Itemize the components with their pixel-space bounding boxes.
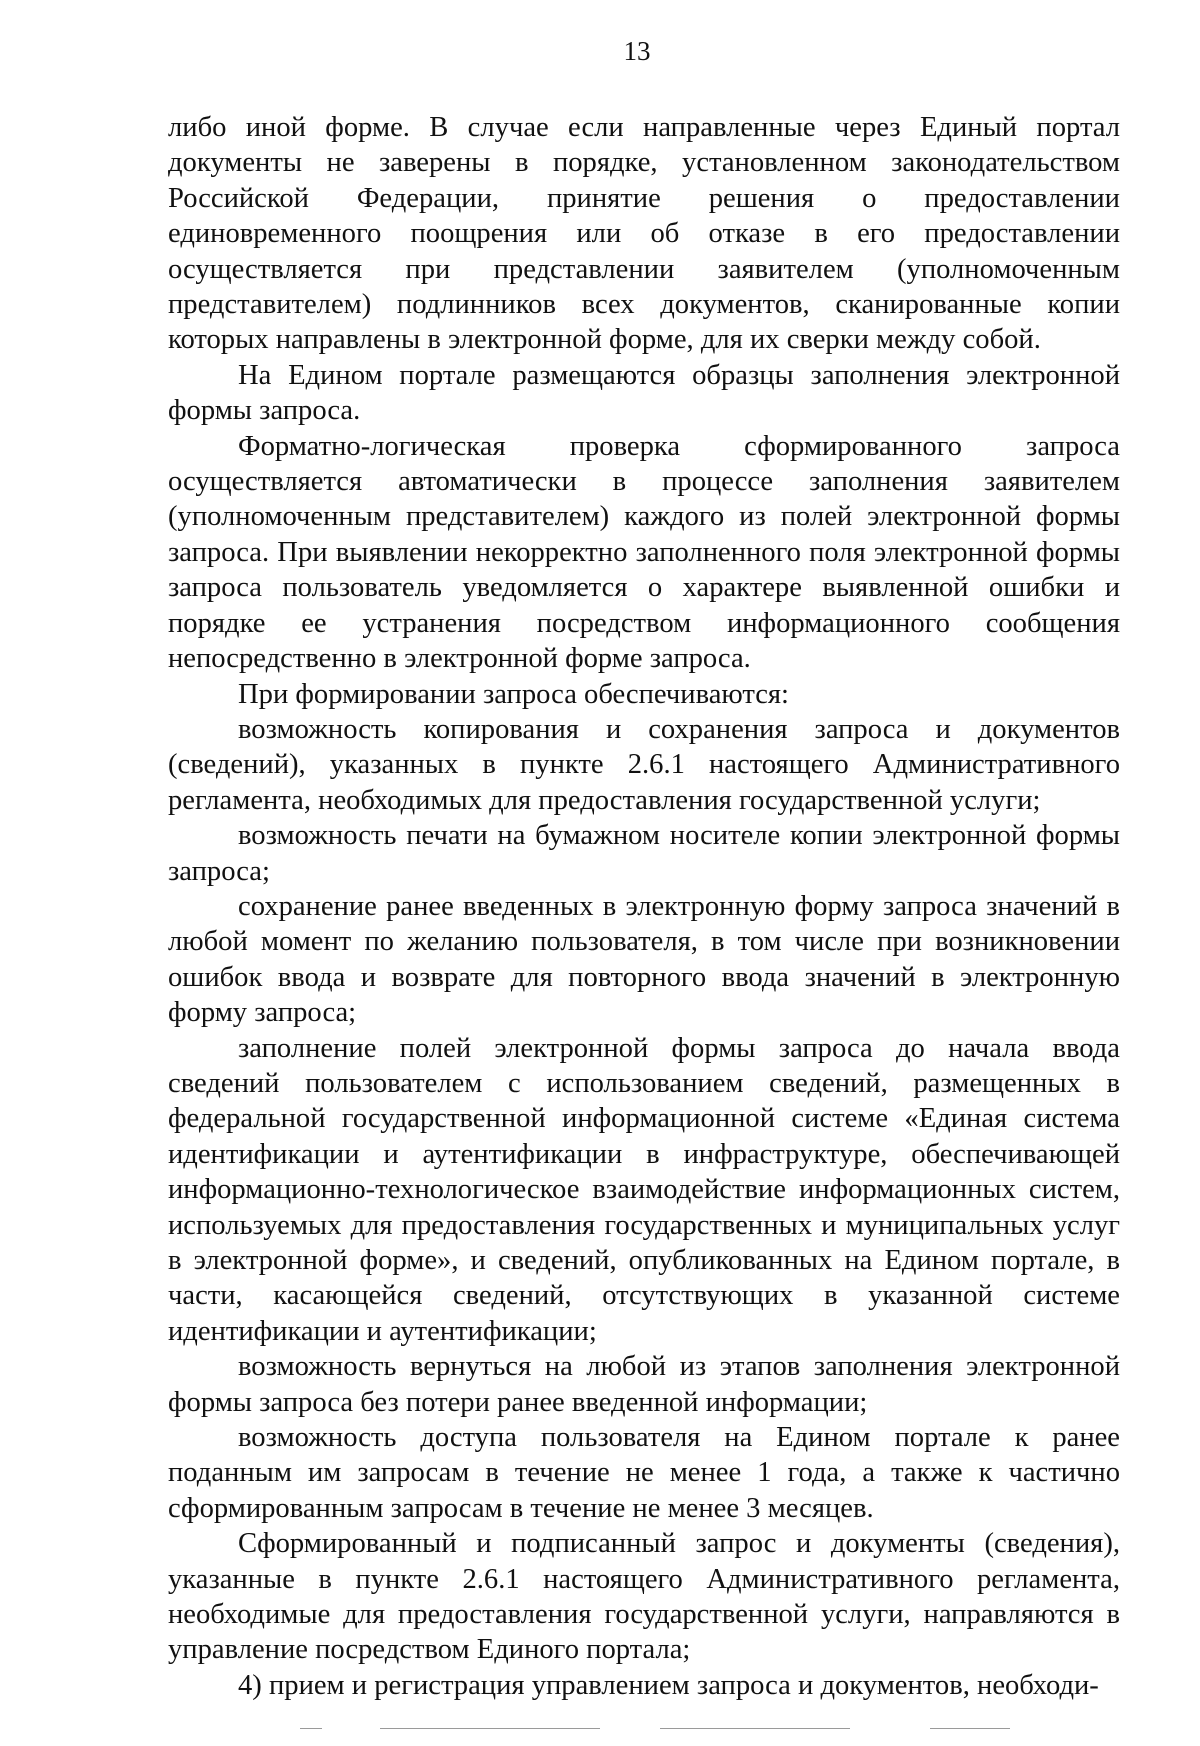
paragraph: На Едином портале размещаются образцы заполнения электронной формы запроса.	[168, 359, 1120, 427]
list-item: возможность печати на бумажном носителе копии электронной формы запроса;	[168, 820, 1120, 887]
list-item: возможность вернуться на любой из этапов заполнения электронной формы запроса без потери ранее введенной информации;	[168, 1351, 1120, 1418]
list-item: сохранение ранее введенных в электронную форму запроса значений в любой момент по желанию пользователя, в том числе при возникновении ошибок ввода и возврате для повторного ввода значений в электронную форму запроса;	[168, 890, 1120, 1029]
page-number: 13	[623, 36, 651, 66]
paragraph: Форматно-логическая проверка сформированного запроса осуществляется автоматически в процессе заполнения заявителем (уполномоченным представителем) каждого из полей электронной формы запроса. При выявлении некорректно заполненного поля электронной формы запроса пользователь уведомляется о характере выявленной ошибки и порядке ее устранения посредством информационного сообщения непосредственно в электронной форме запроса.	[168, 430, 1120, 675]
list-item: возможность доступа пользователя на Едином портале к ранее поданным им запросам в течение не менее 1 года, а также к частично сформированным запросам в течение не менее 3 месяцев.	[168, 1422, 1120, 1524]
paragraph: 4) прием и регистрация управлением запроса и документов, необходи-	[238, 1669, 1099, 1701]
paragraph: Сформированный и подписанный запрос и документы (сведения), указанные в пункте 2.6.1 настоящего Административного регламента, необходимые для предоставления государственной услуги, направляются в управление посредством Единого портала;	[168, 1528, 1120, 1666]
list-item: возможность копирования и сохранения запроса и документов (сведений), указанных в пункте 2.6.1 настоящего Административного регламента, необходимых для предоставления государственной услуги;	[168, 713, 1120, 816]
scan-artifact-lines	[0, 1728, 1200, 1734]
list-item: заполнение полей электронной формы запроса до начала ввода сведений пользователем с использованием сведений, размещенных в федеральной государственной информационной системе «Единая система идентификации и аутентификации в инфраструктуре, обеспечивающей информационно-технологическое взаимодействие информационных систем, используемых для предоставления государственных и муниципальных услуг в электронной форме», и сведений, опубликованных на Едином портале, в части, касающейся сведений, отсутствующих в указанной системе идентификации и аутентификации;	[168, 1032, 1120, 1347]
paragraph: либо иной форме. В случае если направленные через Единый портал документы не заверены в порядке, установленном законодательством Российской Федерации, принятие решения о предоставлении единовременного поощрения или об отказе в его предоставлении осуществляется при представлении заявителем (уполномоченным представителем) подлинников всех документов, сканированные копии которых направлены в электронной форме, для их сверки между собой.	[168, 112, 1120, 356]
document-body	[168, 110, 1120, 1703]
paragraph: При формировании запроса обеспечиваются:	[238, 678, 790, 710]
